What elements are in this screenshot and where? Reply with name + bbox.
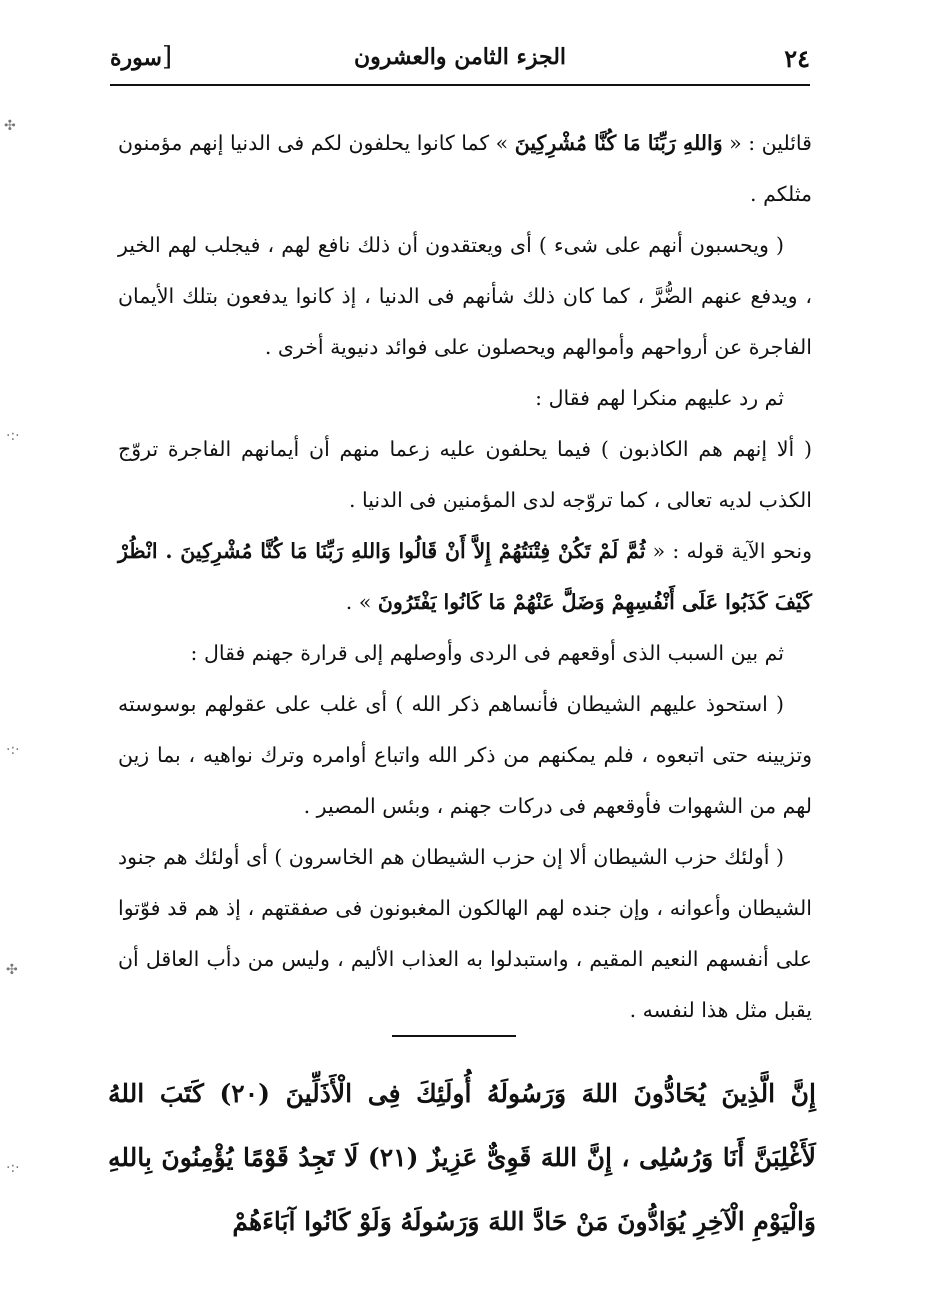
surah-label: سورة (110, 45, 162, 71)
paragraph-8: ( أولئك حزب الشيطان ألا إن حزب الشيطان هم الخاسرون ) أى أولئك هم جنود الشيطان وأعوانه ، وإن جنده لهم الهالكون المغبونون فى صفقتهم ، إذ هم قد فوّتوا على أنفسهم النعيم المقيم ، واستبدلوا به العذاب الأليم ، وليس من دأب العاقل أن يقبل مثل هذا لنفسه . (118, 845, 812, 1022)
paragraph-3: ثم رد عليهم منكرا لهم فقال : (535, 386, 784, 410)
paragraph-text: » كما كانوا يحلفون لكم فى الدنيا إنهم مؤمنون مثلكم . (118, 131, 812, 206)
paragraph-text: » . (345, 590, 378, 614)
paragraph-1 (118, 118, 812, 220)
page-header (110, 36, 810, 86)
margin-speck: ✣ (4, 118, 16, 134)
verses-text: إِنَّ الَّذِينَ يُحَادُّونَ اللهَ وَرَسُولَهُ أُولَئِكَ فِى الْأَذَلِّينَ (٢٠) كَتَبَ اللهُ لَأَغْلِبَنَّ أَنَا وَرُسُلِى ، إِنَّ اللهَ قَوِىٌّ عَزِيزٌ (٢١) لَا تَجِدُ قَوْمًا يُؤْمِنُونَ بِاللهِ وَالْيَوْمِ الْآخِرِ يُوَادُّونَ مَنْ حَادَّ اللهَ وَرَسُولَهُ وَلَوْ كَانُوا آبَاءَهُمْ (108, 1079, 816, 1236)
paragraph-4: ( ألا إنهم هم الكاذبون ) فيما يحلفون عليه زعما منهم أن أيمانهم الفاجرة تروّج الكذب لديه تعالى ، كما تروّجه لدى المؤمنين فى الدنيا . (118, 437, 812, 512)
surah-label-box (110, 42, 172, 72)
header-rule (110, 84, 810, 86)
paragraph-text: قائلين : « (722, 131, 812, 155)
paragraph-2: ( ويحسبون أنهم على شىء ) أى ويعتقدون أن ذلك نافع لهم ، فيجلب لهم الخير ، ويدفع عنهم الضُّرَّ ، كما كان ذلك شأنهم فى الدنيا ، إذ كانوا يدفعون بتلك الأيمان الفاجرة عن أرواحهم وأموالهم ويحصلون على فوائد دنيوية أخرى . (118, 233, 812, 359)
paragraph-text: ونحو الآية قوله : « (645, 539, 813, 563)
paragraph-5 (118, 526, 812, 628)
margin-speck: ·:· (6, 428, 20, 444)
quran-quote: وَاللهِ رَبِّنَا مَا كُنَّا مُشْرِكِينَ (514, 131, 723, 155)
page-number: ٢٤ (784, 44, 810, 73)
commentary-text (118, 118, 812, 1036)
margin-speck: ✣ (6, 962, 18, 978)
running-title: الجزء الثامن والعشرون (353, 44, 567, 70)
margin-speck: ·:· (6, 1160, 20, 1176)
paragraph-7: ( استحوذ عليهم الشيطان فأنساهم ذكر الله ) أى غلب على عقولهم بوسوسته وتزيينه حتى اتبعوه ، فلم يمكنهم من ذكر الله واتباع أوامره وترك نواهيه ، بما زين لهم من الشهوات فأوقعهم فى دركات جهنم ، وبئس المصير . (118, 692, 812, 818)
bracket-mark: [ (161, 42, 173, 72)
quran-quote: ثُمَّ لَمْ تَكُنْ فِتْنَتُهُمْ إِلاَّ أَنْ قَالُوا وَاللهِ رَبِّنَا مَا كُنَّا مُشْرِكِينَ . انْظُرْ كَيْفَ كَذَبُوا عَلَى أَنْفُسِهِمْ وَضَلَّ عَنْهُمْ مَا كَانُوا يَفْتَرُونَ (118, 539, 812, 614)
section-separator (392, 1035, 516, 1037)
paragraph-6: ثم بين السبب الذى أوقعهم فى الردى وأوصلهم إلى قرارة جهنم فقال : (190, 641, 784, 665)
margin-speck: ·:· (6, 742, 20, 758)
quran-verses (108, 1062, 816, 1254)
